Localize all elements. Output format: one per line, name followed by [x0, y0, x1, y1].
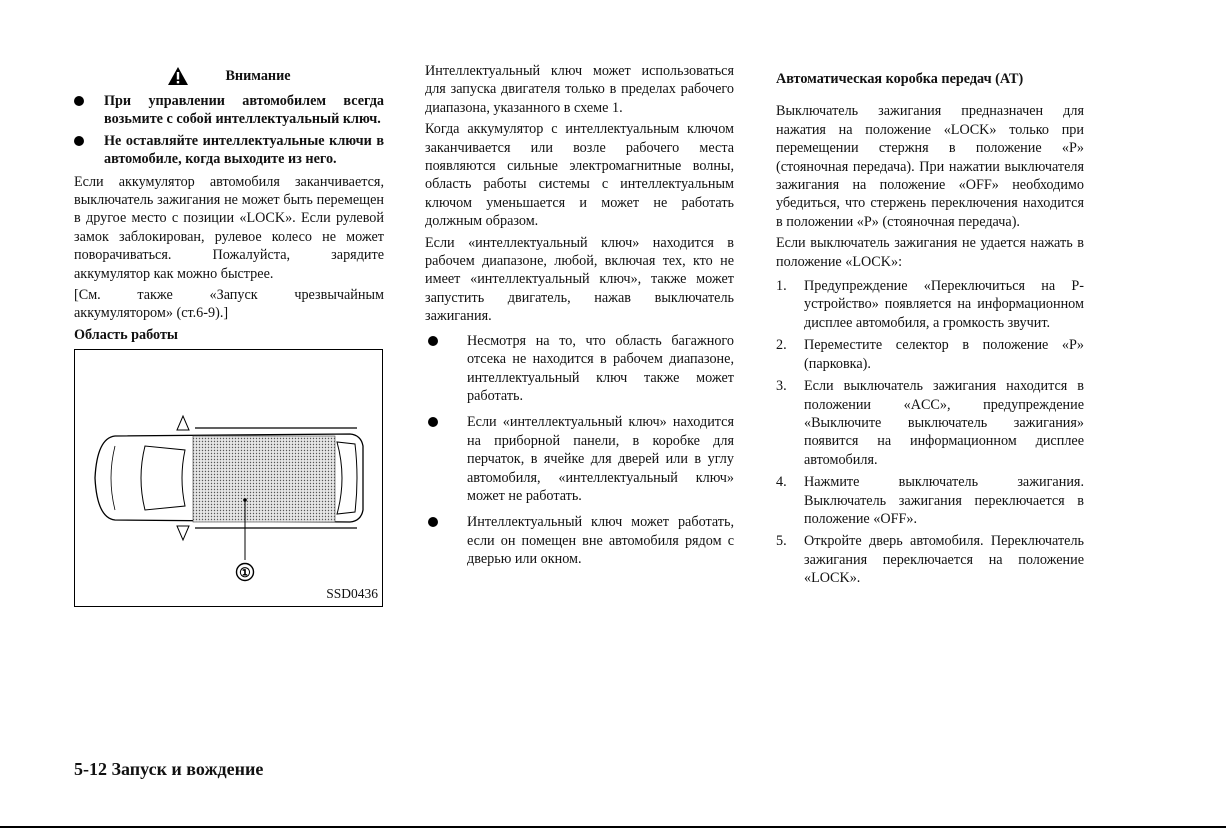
list-item: Несмотря на то, что область багажного отсека не находится в рабочем диапазоне, интеллектуальный ключ также может работать.: [425, 332, 734, 406]
bullet-list: [425, 332, 734, 569]
list-item: 2. Переместите селектор в положение «P» (парковка).: [776, 337, 1084, 372]
paragraph: Когда аккумулятор с интеллектуальным ключом заканчивается или возле рабочего места появляются сильные электромагнитные волны, область работы системы с интеллектуальным ключом уменьшается и может не работать должным образом.: [425, 121, 734, 230]
figure-callout: ①: [239, 565, 251, 581]
column-left: [74, 62, 384, 607]
list-item: 1. Предупреждение «Переключиться на P-устройство» появляется на информационном дисплее автомобиля, а громкость звучит.: [776, 278, 1084, 331]
paragraph: Интеллектуальный ключ может использоваться для запуска двигателя только в пределах рабочего диапазона, указанного в схеме 1.: [425, 63, 734, 116]
car-top-view-illustration: [75, 350, 382, 606]
page-footer: 5-12 Запуск и вождение: [74, 759, 264, 779]
warning-triangle-icon: [167, 66, 189, 86]
bullet-icon: [428, 417, 438, 427]
section-title: Автоматическая коробка передач (AT): [776, 71, 1024, 87]
warning-item: Не оставляйте интеллектуальные ключи в автомобиле, когда выходите из него.: [74, 132, 384, 169]
section-heading: Область работы: [74, 326, 178, 343]
bullet-icon: [428, 517, 438, 527]
paragraph: Если «интеллектуальный ключ» находится в рабочем диапазоне, любой, включая тех, кто не имеет «интеллектуальный ключ», также может запустить двигатель, нажав выключатель зажигания.: [425, 234, 734, 325]
list-item: 5. Откройте дверь автомобиля. Переключатель зажигания переключается на положение «LOCK».: [776, 533, 1084, 587]
list-item: 4. Нажмите выключатель зажигания. Выключатель зажигания переключается в положение «OFF».: [776, 474, 1084, 527]
paragraph: [См. также «Запуск чрезвычайным аккумулятором» (ст.6-9).]: [74, 287, 384, 322]
list-item: Интеллектуальный ключ может работать, если он помещен вне автомобиля рядом с дверью или окном.: [425, 513, 734, 568]
bullet-icon: [74, 136, 84, 146]
paragraph: Если выключатель зажигания не удается нажать в положение «LOCK»:: [776, 235, 1084, 270]
figure-code: SSD0436: [326, 585, 378, 601]
bottom-divider: [0, 826, 1226, 828]
operating-range-figure: [74, 349, 383, 607]
list-item: 3. Если выключатель зажигания находится в положении «ACC», предупреждение «Выключите выключатель зажигания» появится на информационном дисплее автомобиля.: [776, 378, 1084, 468]
warning-header: [74, 62, 384, 90]
warning-item: При управлении автомобилем всегда возьмите с собой интеллектуальный ключ.: [74, 92, 384, 129]
column-middle: [425, 62, 734, 577]
paragraph: Выключатель зажигания предназначен для нажатия на положение «LOCK» только при перемещении стержня в положение «P» (стояночная передача). При нажатии выключателя зажигания на положение «OFF» необходимо убедиться, что стержень переключения находится в положении «P» (стояночная передача).: [776, 103, 1084, 230]
column-right: [776, 62, 1084, 592]
paragraph: Если аккумулятор автомобиля заканчивается, выключатель зажигания не может быть перемещен в другое место с позиции «LOCK». Если рулевой замок заблокирован, рулевое колесо не может поворачиваться. Пожалуйста, зарядите аккумулятор как можно быстрее.: [74, 173, 384, 282]
numbered-list: [776, 277, 1084, 588]
bullet-icon: [428, 336, 438, 346]
list-item: Если «интеллектуальный ключ» находится на приборной панели, в коробке для перчаток, в ячейке для дверей или в углу автомобиля, «интеллектуальный ключ» может не работать.: [425, 413, 734, 505]
warning-list: [74, 92, 384, 169]
bullet-icon: [74, 96, 84, 106]
warning-title: Внимание: [225, 67, 291, 84]
